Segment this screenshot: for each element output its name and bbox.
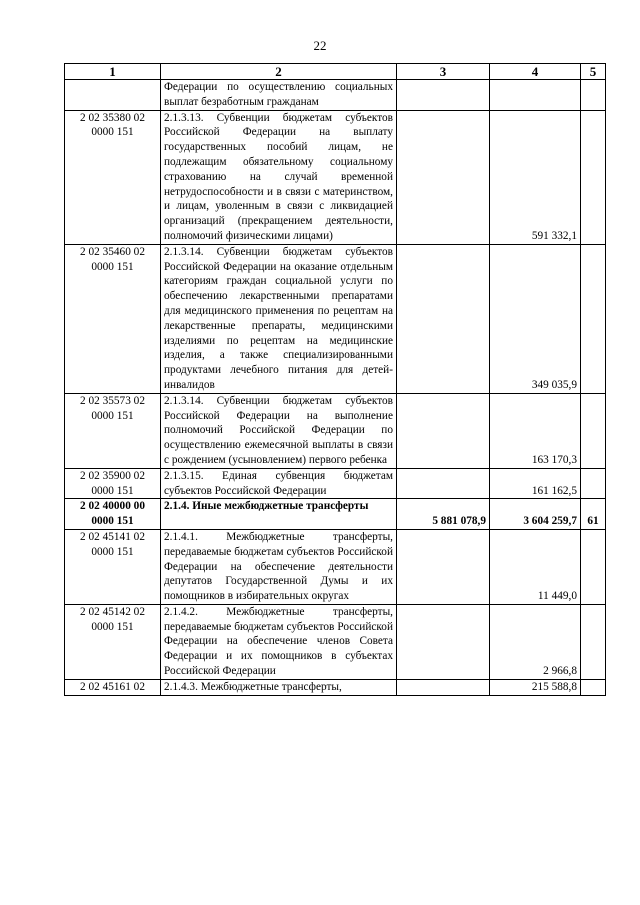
budget-code-cell: 2 02 45142 02 0000 151	[65, 604, 161, 679]
column-header: 1	[65, 64, 161, 80]
table-row	[65, 468, 606, 499]
amount-col3-cell	[397, 393, 490, 468]
description-cell: 2.1.3.15. Единая субвенция бюджетам субъектов Российской Федерации	[161, 468, 397, 499]
percent-cell	[581, 110, 606, 244]
table-row	[65, 80, 606, 111]
amount-col4-cell: 3 604 259,7	[490, 499, 581, 530]
amount-col3-cell	[397, 529, 490, 604]
amount-col4-cell: 349 035,9	[490, 244, 581, 393]
budget-table	[64, 63, 606, 696]
budget-code-cell: 2 02 45161 02	[65, 679, 161, 695]
column-header: 2	[161, 64, 397, 80]
amount-col3-cell	[397, 679, 490, 695]
amount-col3-cell	[397, 468, 490, 499]
column-header: 3	[397, 64, 490, 80]
table-row	[65, 110, 606, 244]
budget-code-cell: 2 02 40000 00 0000 151	[65, 499, 161, 530]
percent-cell	[581, 604, 606, 679]
percent-cell	[581, 679, 606, 695]
page-number: 22	[313, 38, 327, 53]
amount-col3-cell: 5 881 078,9	[397, 499, 490, 530]
amount-col4-cell: 11 449,0	[490, 529, 581, 604]
percent-cell	[581, 529, 606, 604]
amount-col3-cell	[397, 110, 490, 244]
column-header: 5	[581, 64, 606, 80]
table-header-row	[65, 64, 606, 80]
table-row	[65, 604, 606, 679]
amount-col4-cell: 2 966,8	[490, 604, 581, 679]
table-row	[65, 529, 606, 604]
percent-cell	[581, 468, 606, 499]
percent-cell	[581, 80, 606, 111]
amount-col4-cell: 161 162,5	[490, 468, 581, 499]
amount-col4-cell: 215 588,8	[490, 679, 581, 695]
percent-cell	[581, 393, 606, 468]
budget-code-cell: 2 02 35380 02 0000 151	[65, 110, 161, 244]
table-row	[65, 244, 606, 393]
description-cell: 2.1.3.14. Субвенции бюджетам субъектов Российской Федерации на выполнение полномочий Российской Федерации по осуществлению ежемесячной выплаты в связи с рождением (усыновлением) первого ребенка	[161, 393, 397, 468]
table-row	[65, 393, 606, 468]
percent-cell	[581, 244, 606, 393]
description-cell: Федерации по осуществлению социальных выплат безработным гражданам	[161, 80, 397, 111]
amount-col3-cell	[397, 244, 490, 393]
budget-code-cell: 2 02 35460 02 0000 151	[65, 244, 161, 393]
description-cell: 2.1.4. Иные межбюджетные трансферты	[161, 499, 397, 530]
amount-col4-cell: 591 332,1	[490, 110, 581, 244]
description-cell: 2.1.4.3. Межбюджетные трансферты,	[161, 679, 397, 695]
column-header: 4	[490, 64, 581, 80]
table-row	[65, 679, 606, 695]
budget-code-cell: 2 02 35900 02 0000 151	[65, 468, 161, 499]
amount-col3-cell	[397, 604, 490, 679]
amount-col4-cell	[490, 80, 581, 111]
amount-col4-cell: 163 170,3	[490, 393, 581, 468]
budget-code-cell: 2 02 45141 02 0000 151	[65, 529, 161, 604]
percent-cell: 61	[581, 499, 606, 530]
table-row	[65, 499, 606, 530]
amount-col3-cell	[397, 80, 490, 111]
description-cell: 2.1.4.2. Межбюджетные трансферты, передаваемые бюджетам субъектов Российской Федерации на обеспечение членов Совета Федерации и их помощников в субъектах Российской Федерации	[161, 604, 397, 679]
budget-code-cell	[65, 80, 161, 111]
budget-code-cell: 2 02 35573 02 0000 151	[65, 393, 161, 468]
description-cell: 2.1.4.1. Межбюджетные трансферты, передаваемые бюджетам субъектов Российской Федерации на обеспечение деятельности депутатов Государственной Думы и их помощников в избирательных округах	[161, 529, 397, 604]
description-cell: 2.1.3.13. Субвенции бюджетам субъектов Российской Федерации на выплату государственных пособий лицам, не подлежащим обязательному социальному страхованию на случай временной нетрудоспособности и в связи с материнством, и лицам, уволенным в связи с ликвидацией организаций (прекращением деятельности, полномочий физическими лицами)	[161, 110, 397, 244]
description-cell: 2.1.3.14. Субвенции бюджетам субъектов Российской Федерации на оказание отдельным категориям граждан социальной услуги по обеспечению лекарственными препаратами для медицинского применения по рецептам на лекарственные препараты, медицинскими изделиями по рецептам на медицинские изделия, а также специализированными продуктами лечебного питания для детей-инвалидов	[161, 244, 397, 393]
